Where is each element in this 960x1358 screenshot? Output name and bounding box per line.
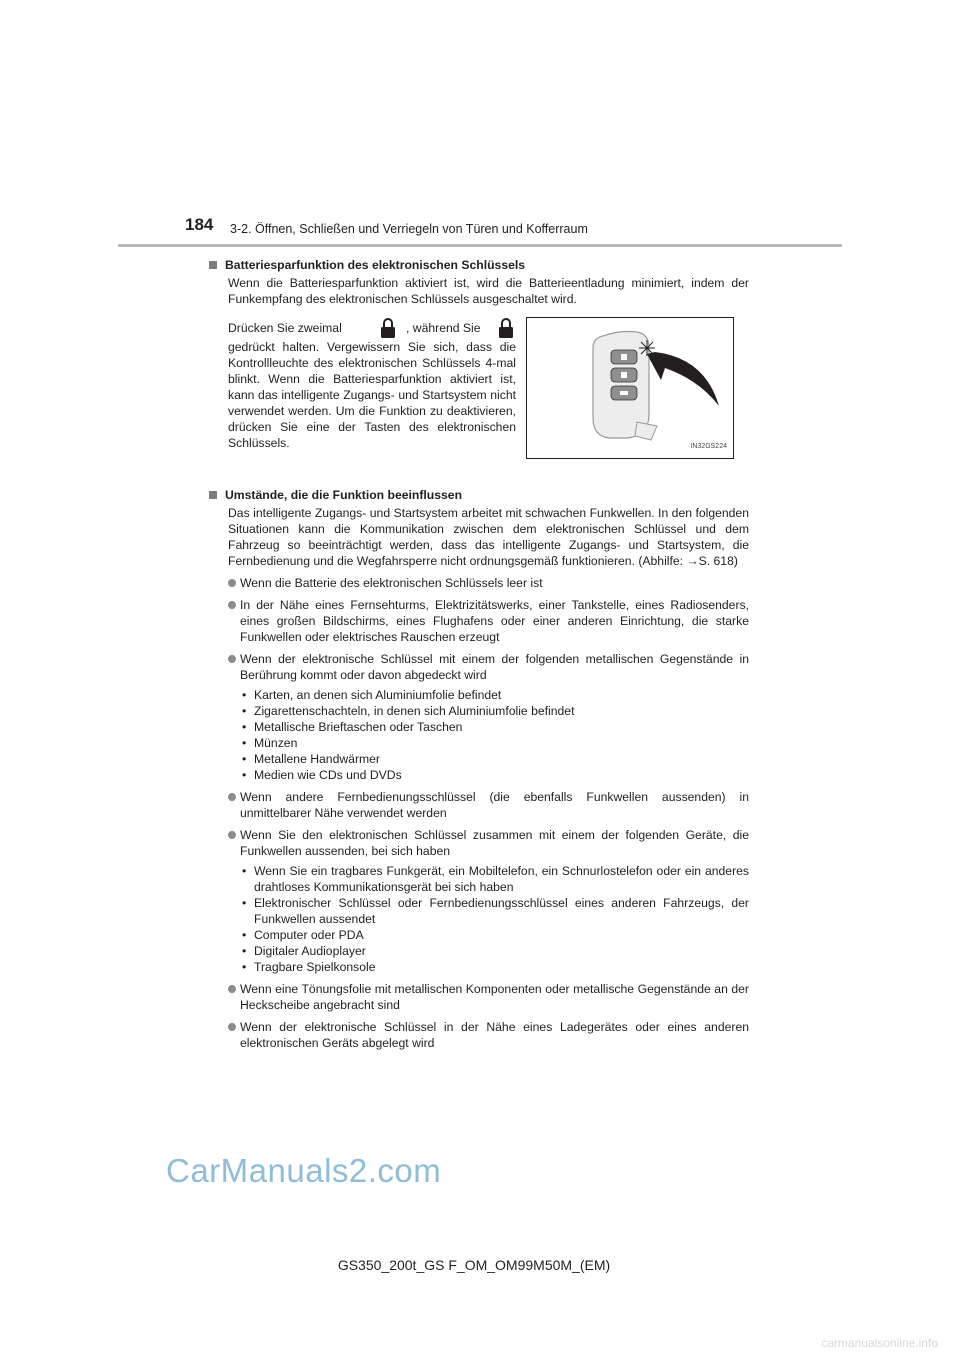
sub-list-item: • Münzen bbox=[242, 736, 298, 750]
metal-items-list bbox=[240, 687, 749, 783]
conditions-intro: Das intelligente Zugangs- und Startsystem arbeitet mit schwachen Funkwellen. In den folgenden Situationen kann die Kommunikation zwischen dem elektronischen Schlüssel und dem Fahrzeug so beeinträchtigt werden, dass das intelligente Zugangs- und Startsystem, die Fernbedienung und die Wegfahrsperre nicht ordnungsgemäß funktionieren. (Abhilfe: →S. 618) bbox=[228, 506, 749, 568]
battery-saver-intro: Wenn die Batteriesparfunktion aktiviert ist, wird die Batterieentladung minimiert, indem der Funkempfang des elektronischen Schlüssels ausgeschaltet wird. bbox=[228, 276, 749, 306]
section-heading-battery-saver: Batteriesparfunktion des elektronischen Schlüssels bbox=[209, 257, 749, 273]
header-divider bbox=[118, 244, 842, 247]
lock-button-icon bbox=[496, 317, 516, 339]
device-items-list bbox=[240, 863, 749, 975]
circle-bullet-icon bbox=[228, 655, 236, 663]
circle-bullet-icon bbox=[228, 985, 236, 993]
list-item: Wenn Sie den elektronischen Schlüssel zusammen mit einem der folgenden Geräte, die Funkwellen aussenden, bei sich haben bbox=[228, 827, 749, 859]
sub-list-item: • Tragbare Spielkonsole bbox=[242, 960, 376, 974]
smart-key-icon bbox=[527, 318, 733, 458]
circle-bullet-icon bbox=[228, 793, 236, 801]
section-heading-conditions: Umstände, die die Funktion beeinflussen bbox=[209, 487, 749, 503]
square-bullet-icon bbox=[209, 491, 217, 499]
list-item: Wenn die Batterie des elektronischen Schlüssels leer ist bbox=[228, 575, 749, 591]
square-bullet-icon bbox=[209, 261, 217, 269]
list-item: Wenn andere Fernbedienungsschlüssel (die ebenfalls Funkwellen aussenden) in unmittelbarer Nähe verwendet werden bbox=[228, 789, 749, 821]
sub-list-item: • Karten, an denen sich Aluminiumfolie befindet bbox=[242, 688, 502, 702]
circle-bullet-icon bbox=[228, 1023, 236, 1031]
sub-list-item: • Elektronischer Schlüssel oder Fernbedienungsschlüssel eines anderen Fahrzeugs, der Funkwellen aussendet bbox=[242, 896, 749, 926]
circle-bullet-icon bbox=[228, 601, 236, 609]
sub-list-item: • Metallene Handwärmer bbox=[242, 752, 380, 766]
watermark-logo: CarManuals2.com bbox=[166, 1152, 442, 1189]
page-content bbox=[209, 257, 749, 1051]
circle-bullet-icon bbox=[228, 579, 236, 587]
footer-model-code: GS350_200t_GS F_OM_OM99M50M_(EM) bbox=[337, 1257, 611, 1273]
watermark-footer: carmanualsonline.info bbox=[821, 1336, 938, 1350]
list-item: Wenn der elektronische Schlüssel in der Nähe eines Ladegerätes oder eines anderen elektronischen Geräts abgelegt wird bbox=[228, 1019, 749, 1051]
battery-saver-block bbox=[209, 317, 749, 475]
list-item: Wenn der elektronische Schlüssel mit einem der folgenden metallischen Gegenstände in Berührung kommt oder davon abgedeckt wird bbox=[228, 651, 749, 683]
sub-list-item: • Metallische Brieftaschen oder Taschen bbox=[242, 720, 463, 734]
list-item: In der Nähe eines Fernsehturms, Elektrizitätswerks, einer Tankstelle, eines Radiosenders, eines großen Bildschirms, eines Flughafens oder einer anderen Einrichtung, die starke Funkwellen oder elektrisches Rauschen erzeugt bbox=[228, 597, 749, 645]
page-number: 184 bbox=[185, 215, 214, 234]
list-item: Wenn eine Tönungsfolie mit metallischen Komponenten oder metallische Gegenstände an der Heckscheibe angebracht sind bbox=[228, 981, 749, 1013]
figure-code: IN32GS224 bbox=[690, 443, 727, 450]
sub-list-item: • Zigarettenschachteln, in denen sich Aluminiumfolie befindet bbox=[242, 704, 575, 718]
sub-list-item: • Wenn Sie ein tragbares Funkgerät, ein Mobiltelefon, ein Schnurlostelefon oder ein anderes drahtloses Kommunikationsgerät bei sich haben bbox=[242, 864, 749, 894]
sub-list-item: • Medien wie CDs und DVDs bbox=[242, 768, 402, 782]
sub-list-item: • Computer oder PDA bbox=[242, 928, 364, 942]
lock-button-icon bbox=[378, 317, 398, 339]
circle-bullet-icon bbox=[228, 831, 236, 839]
key-illustration bbox=[526, 317, 734, 459]
sub-list-item: • Digitaler Audioplayer bbox=[242, 944, 366, 958]
section-title: 3-2. Öffnen, Schließen und Verriegeln von Türen und Kofferraum bbox=[230, 222, 588, 236]
battery-saver-instructions: Drücken Sie zweimal , während Sie gedrückt halten. Vergewissern Sie sich, dass die Kontrollleuchte des elektronischen Schlüssels 4-mal blinkt. Wenn die Batteriesparfunktion aktiviert ist, kann das intelligente Zugangs- und Startsystem nicht verwendet werden. Um die Funktion zu deaktivieren, drücken Sie eine der Tasten des elektronischen Schlüssels. bbox=[228, 317, 516, 451]
